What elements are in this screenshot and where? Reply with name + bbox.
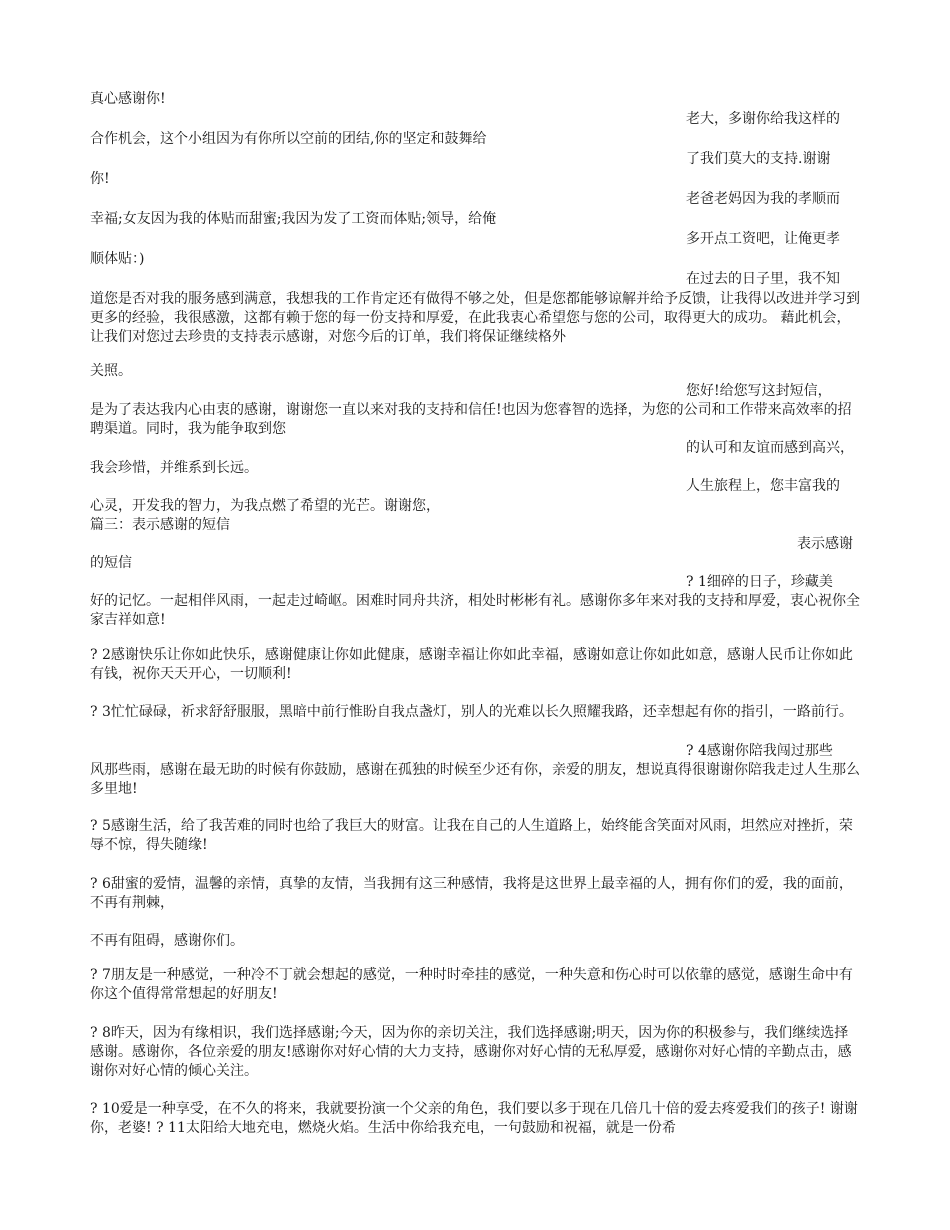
paragraph: ? 5感谢生活，给了我苦难的同时也给了我巨大的财富。让我在自己的人生道路上，始终能含笑面对风雨，坦然应对挫折，荣辱不惊，得失随缘! [90, 818, 853, 853]
paragraph: 是为了表达我内心由衷的感谢，谢谢您一直以来对我的支持和信任!也因为您睿智的选择，为您的公司和工作带来高效率的招聘渠道。同时，我为能争取到您 [90, 402, 852, 437]
text-line: 多开点工资吧，让俺更孝 [686, 231, 840, 247]
text-line: 关照。 [90, 363, 132, 379]
text-line: ? 4感谢你陪我闯过那些 [686, 743, 833, 759]
text-line: ? 1细碎的日子，珍藏美 [686, 574, 833, 590]
text-line: 的认可和友谊而感到高兴， [686, 440, 854, 456]
text-line: 老爸老妈因为我的孝顺而 [686, 191, 840, 207]
text-line: 幸福;女友因为我的体贴而甜蜜;我因为发了工资而体贴;领导，给俺 [90, 211, 497, 227]
text-line: 你! [90, 171, 110, 187]
text-line: 表示感谢 [797, 536, 853, 552]
section-heading: 篇三：表示感谢的短信 [90, 517, 230, 533]
text-line: 人生旅程上，您丰富我的 [686, 478, 840, 494]
text-line: 不再有阻碍，感谢你们。 [90, 933, 244, 949]
text-line: 的短信 [90, 555, 132, 571]
paragraph: ? 8昨天，因为有缘相识，我们选择感谢;今天，因为你的亲切关注，我们选择感谢;明天，因为你的积极参与，我们继续选择感谢。感谢你，各位亲爱的朋友!感谢你对好心情的大力支持，感谢你对好心情的无私厚爱，感谢你对好心情的辛勤点击，感谢你对好心情的倾心关注。 [90, 1025, 852, 1079]
text-line: 合作机会，这个小组因为有你所以空前的团结,你的坚定和鼓舞给 [90, 131, 487, 147]
text-line: 您好!给您写这封短信， [686, 383, 832, 399]
text-line: 在过去的日子里，我不知 [686, 271, 840, 287]
paragraph: 好的记忆。一起相伴风雨，一起走过崎岖。困难时同舟共济，相处时彬彬有礼。感谢你多年来对我的支持和厚爱，衷心祝你全家吉祥如意! [90, 593, 860, 628]
text-line: 了我们莫大的支持.谢谢 [686, 151, 831, 167]
text-line: 心灵，开发我的智力，为我点燃了希望的光芒。谢谢您， [90, 498, 440, 514]
text-line: 我会珍惜，并维系到长远。 [90, 460, 258, 476]
paragraph: ? 6甜蜜的爱情，温馨的亲情，真挚的友情，当我拥有这三种感情，我将是这世界上最幸福的人，拥有你们的爱，我的面前，不再有荆棘， [90, 876, 853, 911]
paragraph: 风那些雨，感谢在最无助的时候有你鼓励，感谢在孤独的时候至少还有你，亲爱的朋友，想说真得很谢谢你陪我走过人生那么多里地! [90, 762, 860, 797]
text-line: 真心感谢你! [90, 91, 166, 107]
paragraph: ? 10爱是一种享受，在不久的将来，我就要扮演一个父亲的角色，我们要以多于现在几倍几十倍的爱去疼爱我们的孩子! 谢谢你，老婆! ? 11太阳给大地充电，燃烧火焰。生活中你给我充电，一句鼓励和祝福，就是一份希 [90, 1101, 858, 1136]
text-line: 老大，多谢你给我这样的 [686, 111, 840, 127]
paragraph: ? 3忙忙碌碌，祈求舒舒服服，黑暗中前行惟盼自我点盏灯，别人的光难以长久照耀我路，还幸想起有你的指引，一路前行。 [90, 704, 853, 720]
text-line: 顺体贴：) [90, 251, 145, 267]
paragraph: ? 7朋友是一种感觉，一种冷不丁就会想起的感觉，一种时时牵挂的感觉，一种失意和伤心时可以依靠的感觉，感谢生命中有你这个值得常常想起的好朋友! [90, 967, 853, 1002]
paragraph: 道您是否对我的服务感到满意，我想我的工作肯定还有做得不够之处，但是您都能够谅解并给予反馈，让我得以改进并学习到更多的经验，我很感激，这都有赖于您的每一份支持和厚爱，在此我衷心希望您与您的公司，取得更大的成功。 藉此机会，让我们对您过去珍贵的支持表示感谢，对您今后的订单，我们将保证继续格外 [90, 291, 860, 345]
paragraph: ? 2感谢快乐让你如此快乐，感谢健康让你如此健康，感谢幸福让你如此幸福，感谢如意让你如此如意，感谢人民币让你如此有钱，祝你天天开心，一切顺利! [90, 647, 853, 682]
